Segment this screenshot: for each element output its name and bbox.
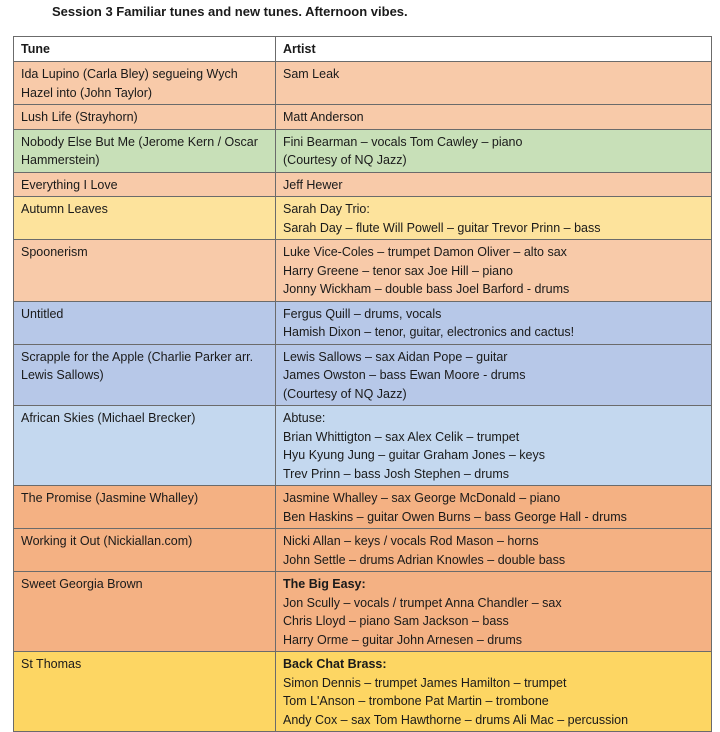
artist-line: Abtuse: bbox=[283, 411, 326, 425]
document-title: Session 3 Familiar tunes and new tunes. Afternoon vibes. bbox=[52, 4, 408, 19]
artist-line: Sarah Day – flute Will Powell – guitar Trevor Prinn – bass bbox=[283, 220, 601, 235]
artist-cell bbox=[276, 486, 712, 529]
artist-line: (Courtesy of NQ Jazz) bbox=[283, 153, 407, 167]
artist-line: Luke Vice-Coles – trumpet Damon Oliver – alto sax bbox=[283, 245, 567, 259]
table-row bbox=[14, 406, 712, 486]
tune-cell bbox=[14, 486, 276, 529]
tune-title: Spoonerism bbox=[21, 245, 88, 259]
artist-line: Harry Orme – guitar John Arnesen – drums bbox=[283, 632, 522, 647]
artist-line: Sarah Day Trio: bbox=[283, 202, 370, 216]
artist-cell bbox=[276, 652, 712, 732]
artist-line: Sam Leak bbox=[283, 67, 340, 81]
artist-line: Trev Prinn – bass Josh Stephen – drums bbox=[283, 466, 510, 481]
artist-line: Tom L'Anson – trombone Pat Martin – trombone bbox=[283, 694, 549, 708]
artist-line: Fergus Quill – drums, vocals bbox=[283, 306, 442, 321]
table-row bbox=[14, 486, 712, 529]
table-row bbox=[14, 172, 712, 197]
table-header-row bbox=[14, 37, 712, 62]
artist-line: Ben Haskins – guitar Owen Burns – bass George Hall - drums bbox=[283, 509, 627, 524]
table-row bbox=[14, 572, 712, 652]
table-row bbox=[14, 301, 712, 344]
tune-title: Nobody Else But Me (Jerome Kern / Oscar Hammerstein) bbox=[21, 134, 258, 167]
tune-cell bbox=[14, 197, 276, 240]
artist-line: Nicki Allan – keys / vocals Rod Mason – horns bbox=[283, 534, 539, 548]
artist-line: (Courtesy of NQ Jazz) bbox=[283, 386, 407, 401]
artist-line: Jasmine Whalley – sax George McDonald – piano bbox=[283, 491, 561, 505]
table-row bbox=[14, 197, 712, 240]
tune-cell bbox=[14, 529, 276, 572]
tune-title: Everything I Love bbox=[21, 177, 118, 192]
tune-title: Autumn Leaves bbox=[21, 202, 108, 216]
table-row bbox=[14, 129, 712, 172]
tune-cell bbox=[14, 301, 276, 344]
band-name-heading: The Big Easy: bbox=[283, 577, 366, 591]
artist-line: Lewis Sallows – sax Aidan Pope – guitar bbox=[283, 349, 508, 364]
tune-cell bbox=[14, 652, 276, 732]
table-row bbox=[14, 240, 712, 302]
table-row bbox=[14, 652, 712, 732]
artist-cell bbox=[276, 301, 712, 344]
table-row bbox=[14, 105, 712, 130]
artist-line: Simon Dennis – trumpet James Hamilton – trumpet bbox=[283, 675, 567, 690]
artist-cell bbox=[276, 129, 712, 172]
artist-line: Andy Cox – sax Tom Hawthorne – drums Ali Mac – percussion bbox=[283, 712, 629, 727]
artist-line: James Owston – bass Ewan Moore - drums bbox=[283, 368, 526, 382]
tune-title: African Skies (Michael Brecker) bbox=[21, 411, 196, 425]
tune-cell bbox=[14, 572, 276, 652]
artist-line: Matt Anderson bbox=[283, 110, 364, 124]
artist-cell bbox=[276, 406, 712, 486]
table-row bbox=[14, 62, 712, 105]
tune-title: Untitled bbox=[21, 306, 64, 321]
tune-title: Lush Life (Strayhorn) bbox=[21, 110, 138, 124]
lineup-table bbox=[13, 36, 712, 732]
artist-cell bbox=[276, 62, 712, 105]
tune-cell bbox=[14, 406, 276, 486]
artist-cell bbox=[276, 240, 712, 302]
artist-line: Brian Whittigton – sax Alex Celik – trumpet bbox=[283, 429, 520, 444]
artist-line: John Settle – drums Adrian Knowles – double bass bbox=[283, 552, 566, 567]
tune-title: Ida Lupino (Carla Bley) segueing Wych Hazel into (John Taylor) bbox=[21, 67, 238, 100]
tune-title: Sweet Georgia Brown bbox=[21, 577, 143, 591]
artist-cell bbox=[276, 172, 712, 197]
artist-cell bbox=[276, 197, 712, 240]
artist-cell bbox=[276, 344, 712, 406]
artist-line: Jeff Hewer bbox=[283, 177, 343, 192]
artist-line: Fini Bearman – vocals Tom Cawley – piano bbox=[283, 134, 523, 149]
artist-line: Harry Greene – tenor sax Joe Hill – piano bbox=[283, 263, 513, 278]
artist-line: Chris Lloyd – piano Sam Jackson – bass bbox=[283, 614, 509, 628]
artist-cell bbox=[276, 572, 712, 652]
tune-cell bbox=[14, 240, 276, 302]
tune-title: The Promise (Jasmine Whalley) bbox=[21, 491, 199, 505]
tune-cell bbox=[14, 105, 276, 130]
artist-line: Hamish Dixon – tenor, guitar, electronics and cactus! bbox=[283, 325, 575, 339]
tune-title: Working it Out (Nickiallan.com) bbox=[21, 534, 193, 548]
tune-cell bbox=[14, 129, 276, 172]
artist-cell bbox=[276, 105, 712, 130]
tune-title: St Thomas bbox=[21, 657, 82, 671]
table-row bbox=[14, 529, 712, 572]
tune-column-header: Tune bbox=[14, 37, 276, 62]
band-name-heading: Back Chat Brass: bbox=[283, 657, 387, 671]
artist-column-header: Artist bbox=[276, 37, 712, 62]
artist-line: Jon Scully – vocals / trumpet Anna Chandler – sax bbox=[283, 595, 562, 610]
artist-cell bbox=[276, 529, 712, 572]
tune-cell bbox=[14, 344, 276, 406]
table-row bbox=[14, 344, 712, 406]
tune-cell bbox=[14, 172, 276, 197]
tune-cell bbox=[14, 62, 276, 105]
tune-title: Scrapple for the Apple (Charlie Parker arr. Lewis Sallows) bbox=[21, 349, 254, 382]
artist-line: Jonny Wickham – double bass Joel Barford - drums bbox=[283, 282, 570, 296]
artist-line: Hyu Kyung Jung – guitar Graham Jones – keys bbox=[283, 448, 545, 462]
